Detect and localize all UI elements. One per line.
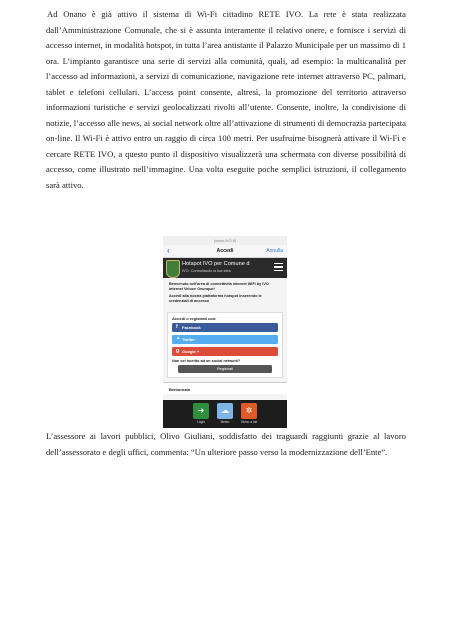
google-plus-icon: g	[176, 348, 180, 354]
article-paragraph-1: Ad Onano è già attivo il sistema di Wi-Fi cittadino RETE IVO. La rete è stata realizzata dall’Amministrazione Comunale, che si è assunta interamente il relativo onere, e fornisce i servizi di accesso internet, in modalità hotspot, in tutta l’area antistante il Palazzo Municipale per un massimo di 1 ora. L’impianto garantisce una serie di servizi alla comunità, quali, ad esempio: la multicanalità per l’accesso ad informazioni, a servizi di comunicazione, navigazione rete internet attraverso PC, palmari, tablet e telefoni cellulari. L’access point consente, altresì, la promozione del territorio attraverso informazioni turistiche e servizi geolocalizzati rivolti all’utente. Consente, inoltre, la condivisione di notizie, l’accesso alle news, ai social network oltre all’attivazione di strumenti di democrazia partecipata on-line. Il Wi-Fi è attivo entro un raggio di circa 100 metri. Per usufruirne bisognerà attivare il Wi-Fi e cercare RETE IVO, a questo punto il dispositivo visualizzerà una schermata con diverse possibilità di accesso, come illustrato nell’immagine. Una volta eseguite poche semplici istruzioni, il collegamento sarà attivo.	[46, 9, 406, 191]
facebook-label: Facebook	[182, 325, 201, 330]
welcome-content	[163, 278, 287, 308]
google-label: Google +	[182, 349, 200, 354]
hotspot-header	[163, 258, 287, 278]
cancel-link[interactable]: Annulla	[266, 248, 283, 254]
nav-title: Accedi	[216, 248, 234, 254]
phone-bottom-bar	[163, 400, 287, 428]
facebook-icon: f	[176, 324, 178, 330]
access-heading: Accedi o registrati con:	[172, 316, 217, 321]
login-arrow-icon: ➜	[197, 406, 205, 415]
menu-icon[interactable]	[274, 263, 283, 273]
hotspot-subtitle: IVO. Controllando la tua idea	[182, 269, 231, 273]
instructions-text: Accedi alla nostra piattaforma hotspot inserendo le credenziali di accesso	[169, 294, 262, 303]
meteo-tile[interactable]	[216, 403, 234, 428]
facebook-login-button[interactable]	[172, 323, 278, 332]
nearby-tile-label: Vicino a me	[240, 420, 258, 424]
nearby-tile[interactable]	[240, 403, 258, 428]
phone-status-url: (www.IVO.it)	[163, 236, 287, 245]
login-tile[interactable]	[192, 403, 210, 428]
access-panel	[167, 312, 283, 378]
back-chevron-icon[interactable]: ‹	[167, 246, 170, 255]
hotspot-title: Hotspot IVO per Comune d	[182, 261, 250, 267]
article-paragraph-2: L’assessore ai lavori pubblici, Olivo Giuliani, soddisfatto dei traguardi raggiunti grazie al lavoro dell’assessorato e degli uffici, commenta: “Un ulteriore passo verso la modernizzazione dell’Ente”.	[46, 431, 406, 457]
hotspot-login-screenshot	[163, 236, 287, 428]
google-login-button[interactable]	[172, 347, 278, 356]
municipal-crest-icon	[166, 260, 180, 278]
meteo-tile-label: Meteo	[220, 420, 230, 424]
twitter-icon: ✦	[176, 336, 181, 342]
twitter-login-button[interactable]	[172, 335, 278, 344]
weather-cloud-icon: ☁	[221, 406, 229, 415]
phone-nav-bar	[163, 245, 287, 258]
twitter-label: Twitter	[182, 337, 195, 342]
welcome-back-heading: Bentornato	[163, 382, 287, 394]
login-tile-label: Login	[197, 420, 205, 424]
welcome-text: Benvenuto nell'area di connettività internet WiFi by IVO Internet Veloce Ovunque!	[169, 282, 269, 291]
nearby-icon: ✲	[245, 406, 253, 415]
no-social-text: Non sei iscritto ad un social network?	[172, 359, 241, 363]
register-button[interactable]: Registrati	[178, 365, 272, 373]
